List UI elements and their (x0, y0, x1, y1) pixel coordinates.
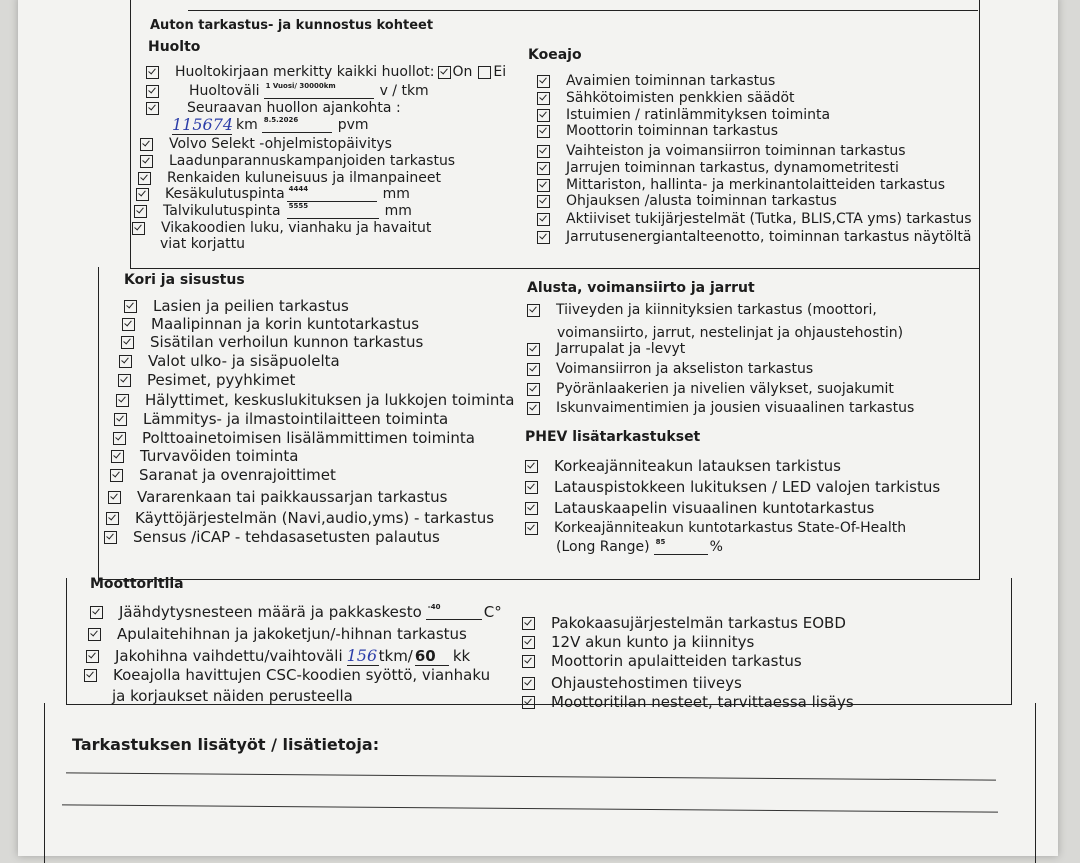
huoltovali-row (146, 83, 429, 99)
jaahdytys-label: Jäähdytysnesteen määrä ja pakkaskesto (119, 603, 422, 621)
soh-unit: % (709, 539, 723, 555)
huoltovali-field[interactable] (264, 81, 374, 99)
soh-value: 85 (655, 537, 666, 546)
huolto-item (140, 153, 455, 169)
item-label: Maalipinnan ja korin kuntotarkastus (151, 315, 420, 333)
item-label: 12V akun kunto ja kiinnitys (551, 633, 755, 651)
huoltovali-label: Huoltoväli (189, 83, 260, 99)
moottoritila-item (522, 674, 742, 692)
item-label: Jarrupalat ja -levyt (556, 341, 686, 357)
koeajo-item (537, 73, 775, 89)
check-icon[interactable] (537, 109, 550, 122)
check-icon[interactable] (527, 304, 540, 317)
alusta-item (527, 341, 685, 357)
check-icon[interactable] (527, 343, 540, 356)
item-label: Istuimien / ratinlämmityksen toiminta (566, 107, 831, 123)
check-icon[interactable] (138, 172, 151, 185)
kori-item (124, 297, 349, 315)
check-icon[interactable] (140, 155, 153, 168)
kori-item (110, 466, 336, 484)
item-label: Moottoritilan nesteet, tarvittaessa lisäys (551, 693, 854, 711)
huoltokirja-label: Huoltokirjaan merkitty kaikki huollot: (175, 64, 435, 80)
check-icon[interactable] (110, 469, 123, 482)
huoltovali-unit: v / tkm (379, 83, 429, 99)
check-icon[interactable] (116, 394, 129, 407)
phev-item (525, 457, 841, 475)
vika-label-cont: viat korjattu (160, 236, 245, 252)
item-label: Jarrujen toiminnan tarkastus, dynamometritesti (566, 160, 899, 176)
talvi-label: Talvikulutuspinta (163, 203, 281, 219)
item-label: Lasien ja peilien tarkastus (153, 297, 349, 315)
km-unit: km (236, 117, 258, 133)
item-label: Apulaitehihnan ja jakoketjun/-hihnan tarkastus (117, 625, 467, 643)
check-icon[interactable] (527, 363, 540, 376)
item-label: Latauspistokkeen lukituksen / LED valojen tarkistus (554, 478, 941, 496)
check-icon[interactable] (106, 512, 119, 525)
koeajo-item (537, 143, 906, 159)
soh-field[interactable] (654, 537, 708, 555)
check-icon[interactable] (537, 75, 550, 88)
item-label: Moottorin toiminnan tarkastus (566, 123, 779, 139)
kk-unit: kk (452, 647, 471, 665)
item-label: Pesimet, pyyhkimet (147, 371, 296, 389)
item-label: Hälyttimet, keskuslukituksen ja lukkojen toiminta (145, 391, 515, 409)
item-label: Vararenkaan tai paikkaussarjan tarkastus (137, 488, 448, 506)
item-label: Valot ulko- ja sisäpuolelta (148, 352, 340, 370)
csc-row (84, 666, 490, 684)
item-label: Pakokaasujärjestelmän tarkastus EOBD (551, 614, 846, 632)
item-label: Vaihteiston ja voimansiirron toiminnan tarkastus (566, 143, 906, 159)
item-label: Volvo Selekt -ohjelmistopäivitys (169, 136, 392, 152)
koeajo-item (537, 123, 778, 139)
check-icon[interactable] (104, 531, 117, 544)
check-icon[interactable] (122, 318, 135, 331)
check-icon[interactable] (525, 481, 538, 494)
ei-checkbox[interactable] (478, 66, 491, 79)
soh-row (525, 520, 906, 536)
koeajo-item (537, 160, 899, 176)
kesa-row (136, 186, 410, 202)
on-label: On (452, 64, 473, 80)
kori-heading: Kori ja sisustus (124, 272, 245, 288)
item-label: Ohjauksen /alusta toiminnan tarkastus (566, 193, 837, 209)
item-label: Latauskaapelin visuaalinen kuntotarkastus (554, 499, 875, 517)
check-icon[interactable] (140, 138, 153, 151)
alusta-heading: Alusta, voimansiirto ja jarrut (527, 280, 755, 296)
item-label: Jarrutusenergiantalteenotto, toiminnan tarkastus näytöltä (566, 229, 972, 245)
check-icon[interactable] (86, 650, 99, 663)
apulaite-row (88, 625, 467, 643)
check-icon[interactable] (84, 669, 97, 682)
check-icon[interactable] (537, 231, 550, 244)
check-icon[interactable] (90, 606, 103, 619)
check-icon[interactable] (136, 188, 149, 201)
check-icon[interactable] (537, 195, 550, 208)
alusta-item (527, 400, 914, 416)
lisatyot-heading: Tarkastuksen lisätyöt / lisätietoja: (72, 735, 380, 754)
moottoritila-heading: Moottoritila (90, 576, 184, 592)
item-label: Polttoainetoimisen lisälämmittimen toiminta (142, 429, 475, 447)
check-icon[interactable] (537, 179, 550, 192)
soh-label: Korkeajänniteakun kuntotarkastus State-Of-Health (554, 520, 907, 536)
alusta-item (527, 381, 894, 397)
jakohihna-row (86, 646, 470, 666)
item-label: Pyöränlaakerien ja nivelien välykset, suojakumit (556, 381, 894, 397)
jakohihna-label: Jakohihna vaihdettu/vaihtoväli (115, 647, 343, 665)
check-icon[interactable] (146, 66, 159, 79)
check-icon[interactable] (522, 636, 535, 649)
kesa-unit: mm (382, 186, 410, 202)
soh-long-range: (Long Range) (556, 539, 650, 555)
phev-item (525, 499, 874, 517)
huoltokirja-row (146, 64, 506, 80)
check-icon[interactable] (121, 336, 134, 349)
jaahdytys-row (90, 603, 502, 621)
kori-item (111, 447, 298, 465)
check-icon[interactable] (119, 355, 132, 368)
check-icon[interactable] (146, 85, 159, 98)
check-icon[interactable] (537, 92, 550, 105)
check-icon[interactable] (525, 502, 538, 515)
tkm-unit: tkm/ (378, 647, 413, 665)
jaahdytys-value: -40 (427, 602, 441, 611)
alusta-item (527, 361, 813, 377)
item-label: Lämmitys- ja ilmastointilaitteen toiminta (143, 410, 449, 428)
seuraava-date-value: 8.5.2026 (263, 115, 299, 124)
kori-item (116, 391, 514, 409)
check-icon[interactable] (527, 402, 540, 415)
jaahdytys-field[interactable] (426, 602, 482, 620)
kori-item (113, 429, 475, 447)
check-icon[interactable] (525, 522, 538, 535)
kori-item (114, 410, 448, 428)
koeajo-item (537, 193, 837, 209)
check-icon[interactable] (111, 450, 124, 463)
moottoritila-item (522, 614, 846, 632)
item-label: Sisätilan verhoilun kunnon tarkastus (150, 333, 424, 351)
section-frame-lisatyot (44, 703, 1036, 863)
huolto-heading: Huolto (148, 39, 201, 55)
soh-value-row (556, 539, 723, 555)
on-checkbox[interactable] (438, 66, 451, 79)
csc-label: Koeajolla havittujen CSC-koodien syöttö, vianhaku (113, 666, 491, 684)
seuraava-label: Seuraavan huollon ajankohta : (187, 100, 401, 116)
check-icon[interactable] (124, 300, 137, 313)
check-icon[interactable] (522, 655, 535, 668)
seuraava-date-field[interactable] (262, 115, 332, 133)
koeajo-item (537, 177, 945, 193)
vika-label: Vikakoodien luku, vianhaku ja havaitut (161, 220, 432, 236)
kori-item (119, 352, 340, 370)
huoltovali-value: 1 Vuosi/ 30000km (265, 81, 336, 90)
check-icon[interactable] (134, 205, 147, 218)
vika-row (132, 220, 431, 236)
huolto-item (140, 136, 392, 152)
check-icon[interactable] (88, 628, 101, 641)
koeajo-item (537, 90, 795, 106)
koeajo-item (537, 211, 972, 227)
ei-label: Ei (493, 64, 507, 80)
check-icon[interactable] (108, 491, 121, 504)
talvi-value: 5555 (288, 201, 309, 210)
item-label: Laadunparannuskampanjoiden tarkastus (169, 153, 456, 169)
pvm-unit: pvm (337, 117, 369, 133)
item-label: Tiiveyden ja kiinnityksien tarkastus (moottori, (556, 302, 877, 318)
item-label: Moottorin apulaitteiden tarkastus (551, 652, 802, 670)
item-label: Korkeajänniteakun latauksen tarkistus (554, 457, 841, 475)
check-icon[interactable] (522, 617, 535, 630)
check-icon[interactable] (146, 102, 159, 115)
check-icon[interactable] (537, 213, 550, 226)
item-label: Renkaiden kuluneisuus ja ilmanpaineet (167, 170, 441, 186)
item-label: Ohjaustehostimen tiiveys (551, 674, 742, 692)
check-icon[interactable] (537, 162, 550, 175)
check-icon[interactable] (522, 696, 535, 709)
koeajo-item (537, 107, 830, 123)
csc-label-cont: ja korjaukset näiden perusteella (112, 687, 353, 705)
item-label: Mittariston, hallinta- ja merkinantolaitteiden tarkastus (566, 177, 946, 193)
check-icon[interactable] (537, 125, 550, 138)
phev-heading: PHEV lisätarkastukset (525, 429, 701, 445)
check-icon[interactable] (118, 374, 131, 387)
talvi-unit: mm (384, 203, 412, 219)
jaahdytys-unit: C° (483, 603, 502, 621)
item-label-cont: voimansiirto, jarrut, nestelinjat ja ohjaustehostin) (557, 325, 904, 341)
kesa-value: 4444 (288, 184, 309, 193)
kori-item (122, 315, 419, 333)
item-label: Turvavöiden toiminta (140, 447, 299, 465)
kori-item (108, 488, 448, 506)
kesa-label: Kesäkulutuspinta (165, 186, 285, 202)
item-label: Voimansiirron ja akseliston tarkastus (556, 361, 814, 377)
item-label: Sensus /iCAP - tehdasasetusten palautus (133, 528, 440, 546)
check-icon[interactable] (527, 383, 540, 396)
check-icon[interactable] (525, 460, 538, 473)
jakohihna-tkm-field[interactable]: 156 (346, 646, 378, 665)
check-icon[interactable] (114, 413, 127, 426)
seuraava-values-row (172, 115, 369, 135)
check-icon[interactable] (537, 145, 550, 158)
check-icon[interactable] (132, 222, 145, 235)
item-label: Iskunvaimentimien ja jousien visuaalinen tarkastus (556, 400, 915, 416)
item-label: Avaimien toiminnan tarkastus (566, 73, 776, 89)
moottoritila-item (522, 633, 754, 651)
alusta-item (527, 302, 877, 318)
item-label: Käyttöjärjestelmän (Navi,audio,yms) - tarkastus (135, 509, 495, 527)
kori-item (106, 509, 494, 527)
kesa-field[interactable] (287, 184, 377, 202)
seuraava-row (146, 100, 401, 116)
check-icon[interactable] (522, 677, 535, 690)
jakohihna-kk-field[interactable]: 60 (415, 647, 449, 666)
moottoritila-item (522, 693, 854, 711)
talvi-row (134, 203, 412, 219)
phev-item (525, 478, 940, 496)
check-icon[interactable] (113, 432, 126, 445)
form-title: Auton tarkastus- ja kunnostus kohteet (150, 18, 434, 33)
talvi-field[interactable] (287, 201, 379, 219)
kori-item (118, 371, 295, 389)
koeajo-heading: Koeajo (528, 47, 582, 63)
koeajo-item (537, 229, 971, 245)
moottoritila-item (522, 652, 802, 670)
item-label: Saranat ja ovenrajoittimet (139, 466, 336, 484)
seuraava-km-field[interactable]: 115674 (172, 115, 234, 134)
item-label: Aktiiviset tukijärjestelmät (Tutka, BLIS,CTA yms) tarkastus (566, 211, 972, 227)
kori-item (121, 333, 423, 351)
kori-item (104, 528, 440, 546)
item-label: Sähkötoimisten penkkien säädöt (566, 90, 795, 106)
